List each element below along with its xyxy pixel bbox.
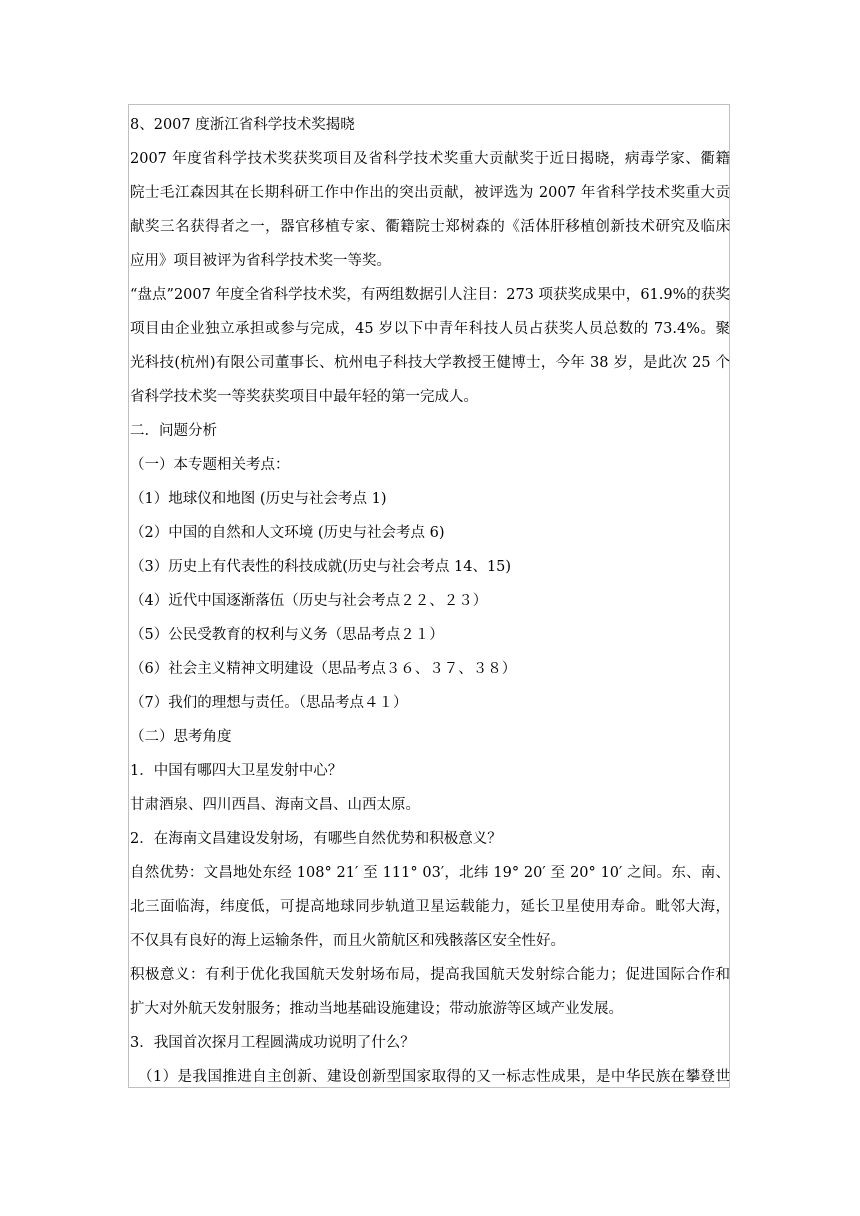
text-line: （7）我们的理想与责任。（思品考点４１） — [130, 695, 408, 711]
text-line: （一）本专题相关考点： — [130, 457, 290, 473]
text-line: 应用》项目被评为省科学技术奖一等奖。 — [130, 253, 391, 269]
document-body — [130, 108, 730, 1094]
text-line: 自然优势：文昌地处东经 108° 21′ 至 111° 03′，北纬 19° 20′ 至 20° 10′ 之间。东、南、 — [130, 865, 730, 881]
text-line: 2007 年度省科学技术奖获奖项目及省科学技术奖重大贡献奖于近日揭晓，病毒学家、衢籍 — [130, 151, 730, 167]
text-line: （4）近代中国逐渐落伍（历史与社会考点２２、２３） — [130, 593, 488, 609]
text-line: （1）地球仪和地图 (历史与社会考点 1) — [130, 491, 387, 507]
text-line: 北三面临海，纬度低，可提高地球同步轨道卫星运载能力，延长卫星使用寿命。毗邻大海， — [130, 899, 730, 915]
text-line: （3）历史上有代表性的科技成就(历史与社会考点 14、15) — [130, 559, 512, 575]
text-line: 3．我国首次探月工程圆满成功说明了什么？ — [130, 1035, 415, 1051]
text-line: 院士毛江森因其在长期科研工作中作出的突出贡献，被评选为 2007 年省科学技术奖重大贡 — [130, 185, 730, 201]
text-line: 甘肃酒泉、四川西昌、海南文昌、山西太原。 — [130, 797, 420, 813]
text-line: （6）社会主义精神文明建设（思品考点３６、３７、３８） — [130, 661, 517, 677]
text-line: 不仅具有良好的海上运输条件，而且火箭航区和残骸落区安全性好。 — [130, 933, 565, 949]
text-line: （1）是我国推进自主创新、建设创新型国家取得的又一标志性成果，是中华民族在攀登世 — [138, 1069, 730, 1085]
text-line: “盘点”2007 年度全省科学技术奖，有两组数据引人注目：273 项获奖成果中，61.9%的获奖 — [130, 287, 730, 303]
text-line: 8、2007 度浙江省科学技术奖揭晓 — [130, 117, 355, 133]
text-line: （二）思考角度 — [130, 729, 232, 745]
text-line: 扩大对外航天发射服务；推动当地基础设施建设；带动旅游等区域产业发展。 — [130, 1001, 623, 1017]
text-line: 积极意义：有利于优化我国航天发射场布局，提高我国航天发射综合能力；促进国际合作和 — [130, 967, 730, 983]
text-line: 项目由企业独立承担或参与完成，45 岁以下中青年科技人员占获奖人员总数的 73.4%。聚 — [130, 321, 730, 337]
text-line: 1．中国有哪四大卫星发射中心？ — [130, 763, 343, 779]
text-line: 省科学技术奖一等奖获奖项目中最年轻的第一完成人。 — [130, 389, 478, 405]
text-line: （5）公民受教育的权利与义务（思品考点２１） — [130, 627, 444, 643]
text-line: （2）中国的自然和人文环境 (历史与社会考点 6) — [130, 525, 445, 541]
text-line: 光科技(杭州)有限公司董事长、杭州电子科技大学教授王健博士，今年 38 岁，是此次 25 个 — [130, 355, 730, 371]
text-line: 献奖三名获得者之一，器官移植专家、衢籍院士郑树森的《活体肝移植创新技术研究及临床 — [130, 219, 730, 235]
text-line: 2．在海南文昌建设发射场，有哪些自然优势和积极意义？ — [130, 831, 502, 847]
text-line: 二．问题分析 — [130, 423, 217, 439]
